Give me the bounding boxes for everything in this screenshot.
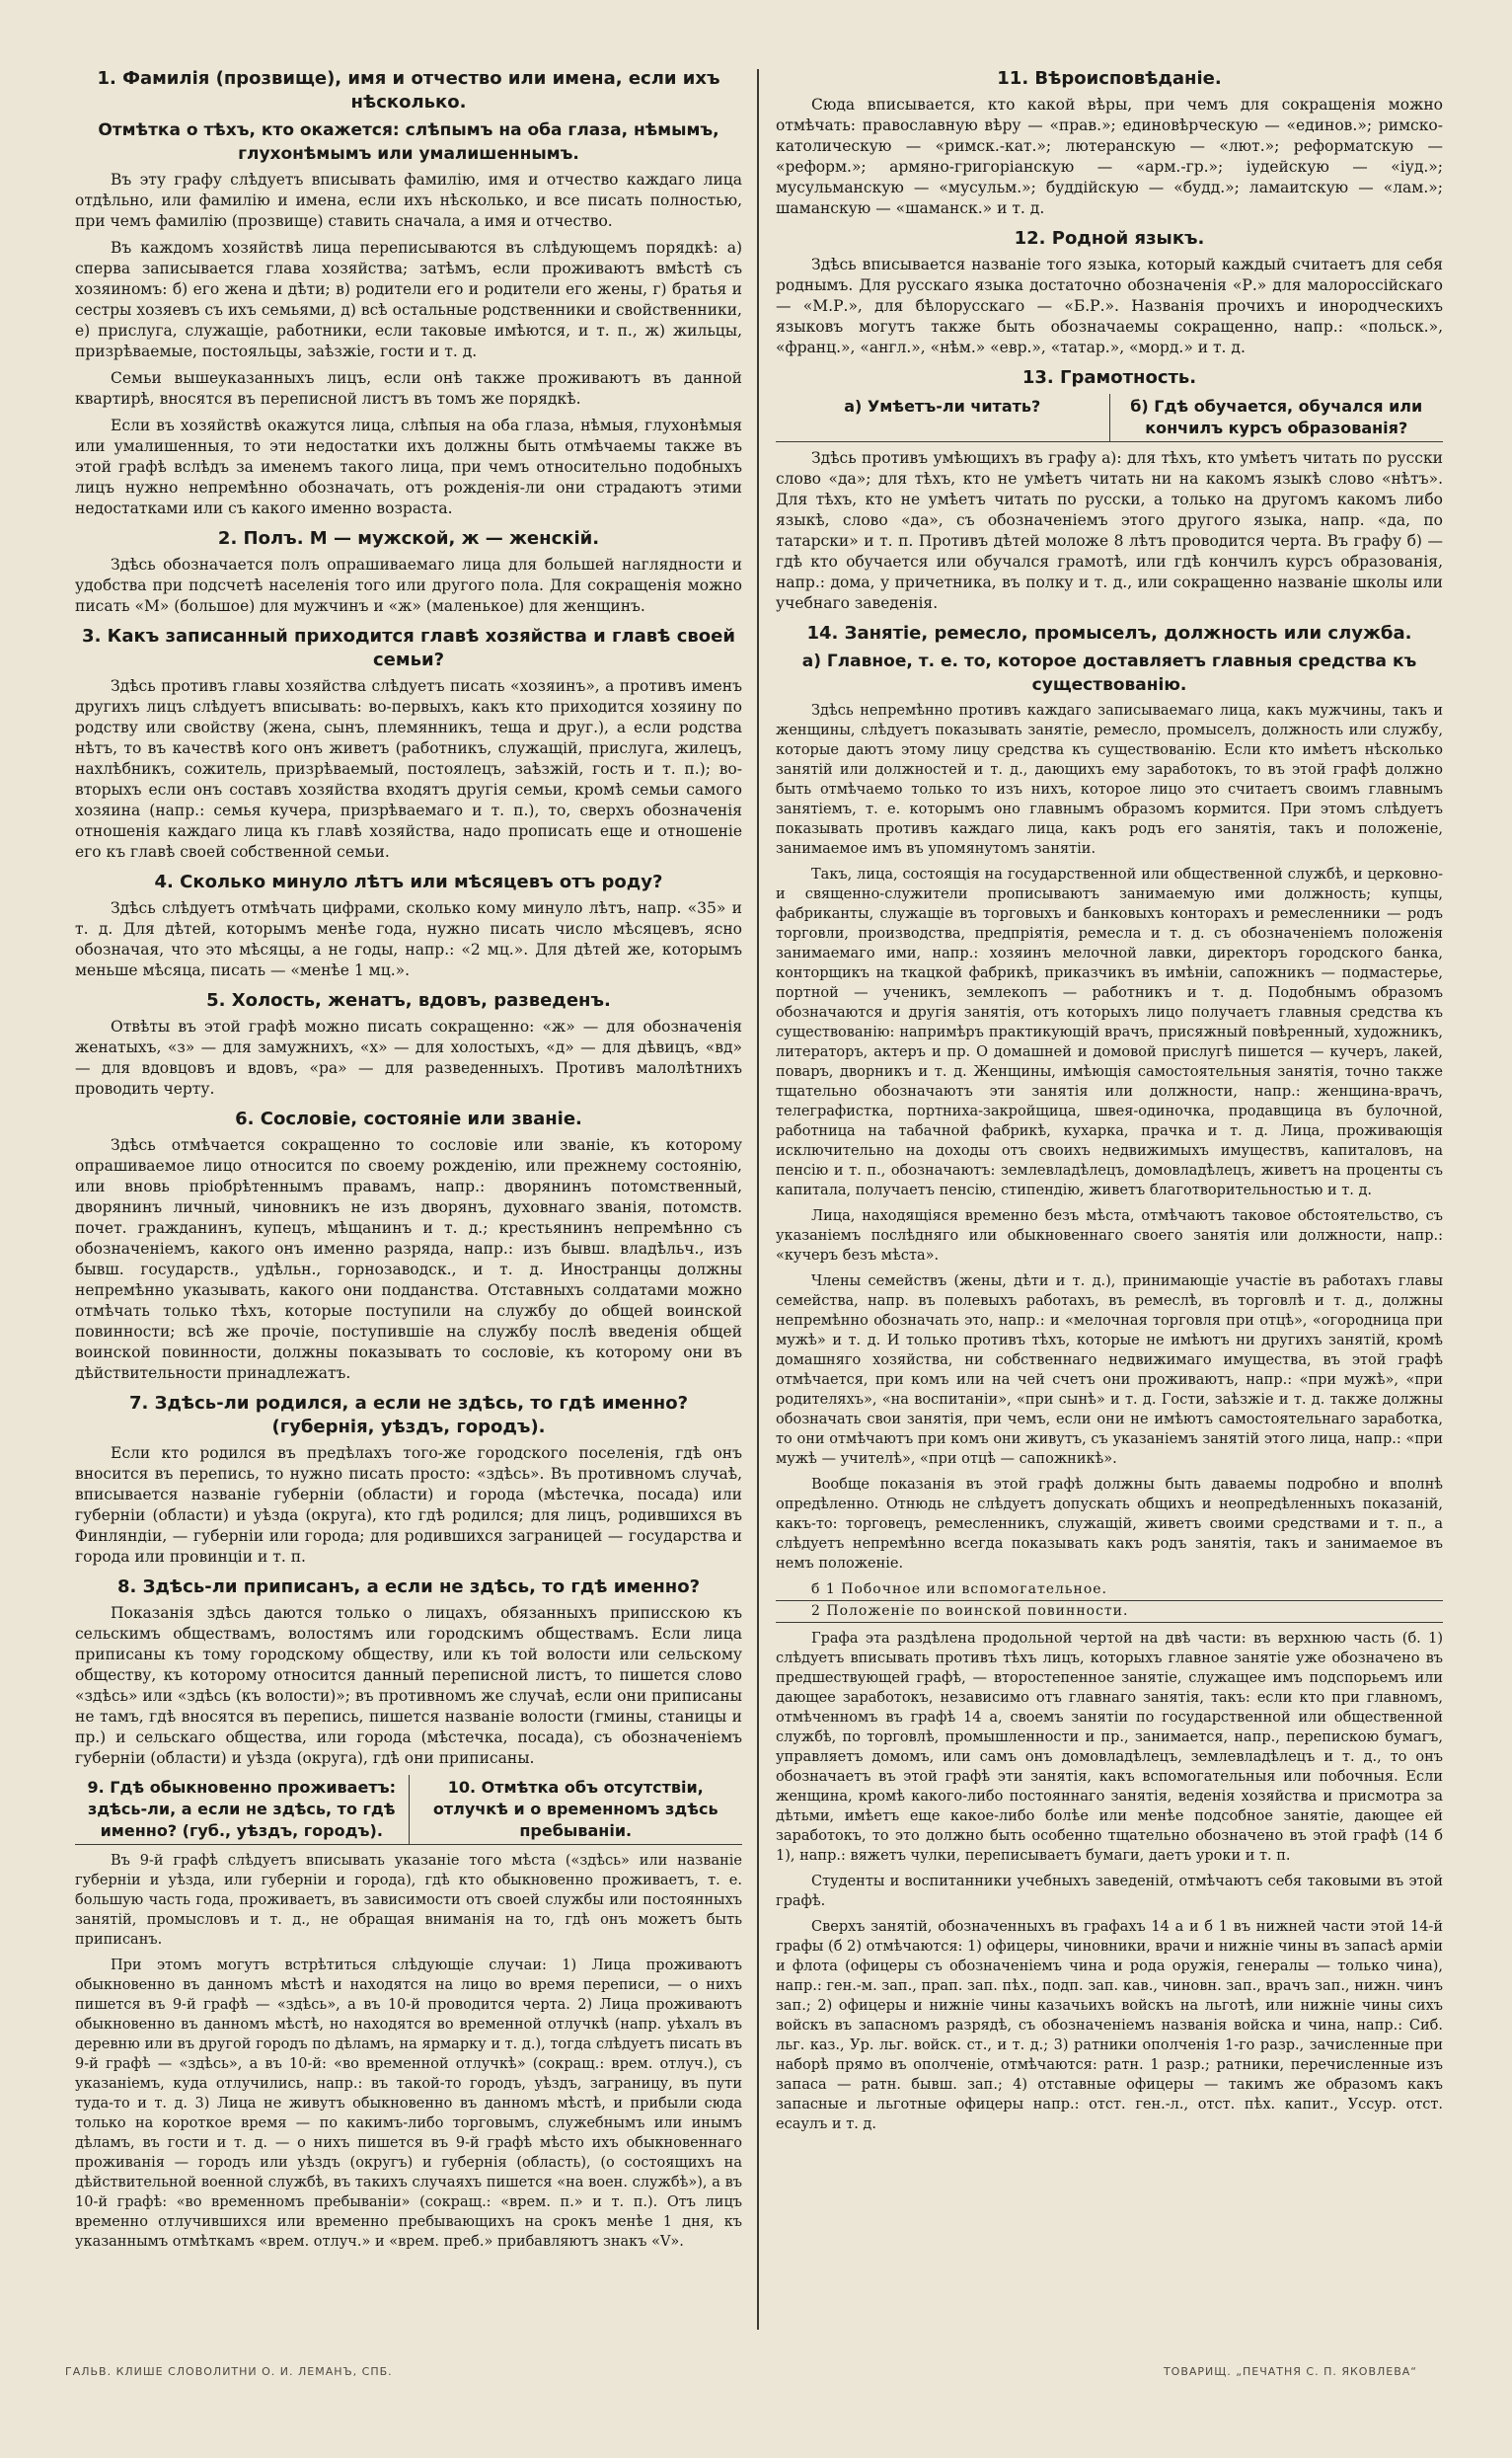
section-3-title: 3. Какъ записанный приходится главѣ хозяйства и главѣ своей семьи? xyxy=(82,626,735,670)
section-14-paragraph: Такъ, лица, состоящія на государственной или общественной службѣ, и церковно- и священно-служители прописываютъ занимаемую ими должность; купцы, фабриканты, служащіе въ торговыхъ и банковыхъ конторахъ и ремесленники — родъ торговли, производства, предпріятія, ремесла и т. д. съ обозначеніемъ положенія занимаемаго ими, напр.: хозяинъ мелочной лавки, директоръ городского банка, конторщикъ на ткацкой фабрикѣ, приказчикъ въ имѣніи, сапожникъ — подмастерье, портной — ученикъ, землекопъ — работникъ и т. д. Подобнымъ образомъ обозначаются и другія занятія, отъ которыхъ лицо получаетъ главныя средства къ существованію: напримѣръ практикующій врачъ, присяжный повѣренный, художникъ, литераторъ, актеръ и пр. О домашней и домовой прислугѣ пишется — кучеръ, лакей, поваръ, дворникъ и т. д. Женщины, имѣющія самостоятельныя занятія, точно также тщательно обозначаютъ эти занятія или должности, напр.: женщина-врачъ, телеграфистка, портниха-закройщица, швея-одиночка, продавщица въ булочной, работница на табачной фабрикѣ, кухарка, прачка и т. д. Лица, проживающія исключительно на доходы отъ своихъ недвижимыхъ имуществъ, капиталовъ, на пенсію и т. п., обозначаютъ: землевладѣлецъ, домовладѣлецъ, живетъ на проценты съ капитала, получаетъ пенсію, стипендію, живетъ благотворительностью и т. д. xyxy=(776,867,1443,1198)
section-13-header xyxy=(776,394,1443,442)
section-14-title: 14. Занятіе, ремесло, промыселъ, должность или служба. xyxy=(806,623,1412,644)
section-14-paragraph: Члены семействъ (жены, дѣти и т. д.), принимающіе участіе въ работахъ главы семейства, напр. въ полевыхъ работахъ, въ ремеслѣ, въ торговлѣ и т. д., должны непремѣнно обозначать это, напр.: и «мелочная торговля при отцѣ», «огородница при мужѣ» и т. д. И только противъ тѣхъ, которые не имѣютъ ни другихъ занятій, кромѣ домашняго хозяйства, ни собственнаго недвижимаго имущества, въ этой графѣ отмѣчается, при комъ или на чей счетъ они проживаютъ, напр.: «при мужѣ», «при родителяхъ», «на воспитаніи», «при сынѣ» и т. д. Гости, заѣзжіе и т. д. также должны обозначать свои занятія, при чемъ, если они не имѣютъ самостоятельнаго заработка, то они отмѣчаютъ при комъ они живутъ, съ указаніемъ занятій этого лица, напр.: «при мужѣ — учителѣ», «при отцѣ — сапожникѣ». xyxy=(776,1273,1443,1467)
section-1-paragraph: Въ эту графу слѣдуетъ вписывать фамилію, имя и отчество каждаго лица отдѣльно, или фамилію и имена, если ихъ нѣсколько, и все писать полностью, при чемъ фамилію (прозвище) ставить сначала, а имя и отчество. xyxy=(75,171,742,230)
section-8-paragraph: Показанія здѣсь даются только о лицахъ, обязанныхъ приписскою къ сельскимъ обществамъ, волостямъ или городскимъ обществамъ. Если лица приписаны къ тому городскому обществу, или къ той волости или сельскому обществу, къ которому относится данный переписной листъ, то пишется слово «здѣсь» или «здѣсь (къ волости)»; въ противномъ же случаѣ, если они приписаны не тамъ, гдѣ вносятся въ перепись, пишется названіе волости (гмины, станицы и пр.) и сельскаго общества, или города (мѣстечка, посада), съ обозначеніемъ губерніи (области) и уѣзда (округа), гдѣ они приписаны. xyxy=(75,1604,742,1767)
section-14-paragraph: Здѣсь непремѣнно противъ каждаго записываемаго лица, какъ мужчины, такъ и женщины, слѣдуетъ показывать занятіе, ремесло, промыселъ, должность или службу, которые даютъ этому лицу средства къ существованію. Если кто имѣетъ нѣсколько занятій или должностей и т. д., дающихъ ему заработокъ, то въ этой графѣ должно быть отмѣчаемо только то изъ нихъ, которое лицо это считаетъ своимъ главнымъ занятіемъ, т. е. которымъ оно главнымъ образомъ кормится. При этомъ слѣдуетъ показывать противъ каждаго лица, какъ родъ его занятія, такъ и положеніе, занимаемое имъ въ упомянутомъ занятіи. xyxy=(776,703,1443,857)
section-5-title: 5. Холость, женатъ, вдовъ, разведенъ. xyxy=(206,990,611,1011)
section-7-title: 7. Здѣсь-ли родился, а если не здѣсь, то гдѣ именно? (губернія, уѣздъ, городъ). xyxy=(128,1393,689,1437)
printer-imprint-left: ГАЛЬВ. КЛИШЕ СЛОВОЛИТНИ О. И. ЛЕМАНЪ, СПБ. xyxy=(65,2365,393,2378)
section-6-title: 6. Сословіе, состояніе или званіе. xyxy=(235,1109,582,1129)
printer-imprint-right: ТОВАРИЩ. „ПЕЧАТНЯ С. П. ЯКОВЛЕВА“ xyxy=(1163,2365,1417,2378)
column-divider xyxy=(757,69,759,2330)
section-14-paragraph: Графа эта раздѣлена продольной чертой на двѣ части: въ верхнюю часть (б. 1) слѣдуетъ вписывать противъ тѣхъ лицъ, которыхъ главное занятіе уже обозначено въ предшествующей графѣ, — второстепенное занятіе, служащее имъ подспорьемъ или дающее заработокъ, независимо отъ главнаго занятія, такъ: если кто при главномъ, отмѣченномъ въ графѣ 14 а, своемъ занятіи по государственной или общественной службѣ, по торговлѣ, промышленности и пр., занимается, напр., перепискою бумагъ, управляетъ домомъ, или самъ онъ домовладѣлецъ, землевладѣлецъ и т. д., то онъ обозначаетъ въ этой графѣ эти занятія, какъ вспомогательныя или побочныя. Если женщина, кромѣ какого-либо постояннаго занятія, веденія хозяйства и присмотра за дѣтьми, имѣетъ еще какое-либо болѣе или менѣе подсобное занятіе, дающее ей заработокъ, то это должно быть особенно тщательно обозначено въ этой графѣ (14 б 1), напр.: вяжетъ чулки, переписываетъ бумаги, даетъ уроки и т. п. xyxy=(776,1631,1443,1864)
section-14-paragraph: Лица, находящіяся временно безъ мѣста, отмѣчаютъ таковое обстоятельство, съ указаніемъ послѣдняго или обыкновеннаго своего занятія или должности, напр.: «кучеръ безъ мѣста». xyxy=(776,1208,1443,1264)
section-2-title: 2. Полъ. М — мужской, ж — женскій. xyxy=(217,528,600,549)
section-14-b1-label: б 1 Побочное или вспомогательное. xyxy=(776,1579,1443,1601)
section-1-paragraph: Семьи вышеуказанныхъ лицъ, если онѣ также проживаютъ въ данной квартирѣ, вносятся въ переписной листъ въ томъ же порядкѣ. xyxy=(75,369,742,408)
section-12-paragraph: Здѣсь вписывается названіе того языка, который каждый считаетъ для себя роднымъ. Для русскаго языка достаточно обозначенія «Р.» для малороссійскаго — «М.Р.», для бѣлорусскаго — «Б.Р.». Названія прочихъ и инородческихъ языковъ могутъ также быть обозначаемы сокращенно, напр.: «польск.», «франц.», «англ.», «нѣм.» «евр.», «татар.», «морд.» и т. д. xyxy=(776,256,1443,356)
section-1-paragraph: Въ каждомъ хозяйствѣ лица переписываются въ слѣдующемъ порядкѣ: а) сперва записывается глава хозяйства; затѣмъ, если проживаютъ вмѣстѣ съ хозяиномъ: б) его жена и дѣти; в) родители его и родители его жены, г) братья и сестры хозяевъ съ ихъ семьями, д) всѣ остальные родственники и свойственники, е) прислуга, служащіе, работники, если таковые имѣются, и т. п., ж) жильцы, призрѣваемые, постояльцы, заѣзжіе, гости и т. д. xyxy=(75,239,742,360)
section-4-title: 4. Сколько минуло лѣтъ или мѣсяцевъ отъ роду? xyxy=(154,872,663,892)
section-4-paragraph: Здѣсь слѣдуетъ отмѣчать цифрами, сколько кому минуло лѣтъ, напр. «35» и т. д. Для дѣтей, которымъ менѣе года, нужно писать число мѣсяцевъ, ясно обозначая, что это мѣсяцы, а не годы, напр.: «2 мц.». Для дѣтей же, которымъ меньше мѣсяца, писать — «менѣе 1 мц.». xyxy=(75,899,742,979)
section-9-paragraph: При этомъ могутъ встрѣтиться слѣдующіе случаи: 1) Лица проживаютъ обыкновенно въ данномъ мѣстѣ и находятся на лицо во время переписи, — о нихъ пишется въ 9-й графѣ — «здѣсь», а въ 10-й проводится черта. 2) Лица проживаютъ обыкновенно въ данномъ мѣстѣ, но находятся во временной отлучкѣ (напр. уѣхалъ въ деревню или въ другой городъ по дѣламъ, на ярмарку и т. д.), тогда слѣдуетъ писать въ 9-й графѣ — «здѣсь», а въ 10-й: «во временной отлучкѣ» (сокращ.: врем. отлуч.), съ указаніемъ, куда отлучились, напр.: въ такой-то городъ, уѣздъ, заграницу, въ пути туда-то и т. д. 3) Лица не живутъ обыкновенно въ данномъ мѣстѣ, и прибыли сюда только на короткое время — по какимъ-либо торговымъ, служебнымъ или инымъ дѣламъ, въ гости и т. д. — о нихъ пишется въ 9-й графѣ мѣсто ихъ обыкновеннаго проживанія — городъ или уѣздъ (округъ) и губернія (область), (о состоящихъ на дѣйствительной военной службѣ, въ такихъ случаяхъ пишется «на воен. службѣ»), а въ 10-й графѣ: «во временномъ пребываніи» (сокращ.: «врем. п.» и т. п.). Отъ лицъ временно отлучившихся или временно пребывающихъ на срокъ менѣе 1 дня, къ указаннымъ отмѣткамъ «врем. отлуч.» и «врем. преб.» прибавляютъ знакъ «V». xyxy=(75,1958,742,2250)
section-14-b2-label: 2 Положеніе по воинской повинности. xyxy=(776,1601,1443,1623)
section-1-title: 1. Фамилія (прозвище), имя и отчество или имена, если ихъ нѣсколько. xyxy=(97,68,720,113)
section-8-title: 8. Здѣсь-ли приписанъ, а если не здѣсь, то гдѣ именно? xyxy=(116,1576,701,1597)
section-9-paragraph: Въ 9-й графѣ слѣдуетъ вписывать указаніе того мѣста («здѣсь» или названіе губерніи и уѣзда, или губерніи и города), гдѣ кто обыкновенно проживаетъ, т. е. большую часть года, проживаетъ, въ зависимости отъ своей службы или постоянныхъ занятій, промысловъ и т. д., не обращая вниманія на то, гдѣ онъ можетъ быть приписанъ. xyxy=(75,1853,742,1948)
section-11-title: 11. Вѣроисповѣданіе. xyxy=(997,68,1222,89)
section-11-paragraph: Сюда вписывается, кто какой вѣры, при чемъ для сокращенія можно отмѣчать: православную вѣру — «прав.»; единовѣрческую — «единов.»; римско-католическую — «римск.-кат.»; лютеранскую — «лют.»; реформатскую — «реформ.»; армяно-григоріанскую — «арм.-гр.»; іудейскую — «іуд.»; мусульманскую — «мусульм.»; буддійскую — «будд.»; ламаитскую — «лам.»; шаманскую — «шаманск.» и т. д. xyxy=(776,96,1443,217)
section-13-b-label: б) Гдѣ обучается, обучался или кончилъ курсъ образованія? xyxy=(1109,394,1444,441)
section-9-10-header xyxy=(75,1775,742,1845)
right-column xyxy=(776,59,1443,2340)
left-column xyxy=(75,59,742,2340)
section-14-b-header xyxy=(776,1579,1443,1623)
section-14-paragraph: Вообще показанія въ этой графѣ должны быть даваемы подробно и вполнѣ опредѣленно. Отнюдь не слѣдуетъ допускать общихъ и неопредѣленныхъ показаній, какъ-то: торговецъ, ремесленникъ, служащій, живетъ своими средствами и т. п., а слѣдуетъ непремѣнно всегда показывать какъ родъ занятія, такъ и занимаемое въ немъ положеніе. xyxy=(776,1477,1443,1572)
section-14-paragraph: Сверхъ занятій, обозначенныхъ въ графахъ 14 а и б 1 въ нижней части этой 14-й графы (б 2) отмѣчаются: 1) офицеры, чиновники, врачи и нижніе чины въ запасѣ арміи и флота (офицеры съ обозначеніемъ чина и рода оружія, генералы — только чина), напр.: ген.-м. зап., прап. зап. пѣх., подп. зап. кав., чиновн. зап., врачъ зап., нижн. чинъ зап.; 2) офицеры и нижніе чины казачьихъ войскъ на льготѣ, или нижніе чины сихъ войскъ въ запасномъ разрядѣ, съ обозначеніемъ названія войска и чина, напр.: Сиб. льг. каз., Ур. льг. войск. ст., и т. д.; 3) ратники ополченія 1-го разр., зачисленные при наборѣ прямо въ ополченіе, отмѣчаются: ратн. 1 разр.; ратники, перечисленные изъ запаса — ратн. бывш. зап.; 4) отставные офицеры — такимъ же образомъ какъ запасные и льготные офицеры напр.: отст. ген.-л., отст. пѣх. капит., Уссур. отст. есаулъ и т. д. xyxy=(776,1919,1443,2132)
section-10-title: 10. Отмѣтка объ отсутствіи, отлучкѣ и о временномъ здѣсь пребываніи. xyxy=(409,1775,743,1844)
section-1-subtitle: Отмѣтка о тѣхъ, кто окажется: слѣпымъ на оба глаза, нѣмымъ, глухонѣмымъ или умалишеннымъ. xyxy=(98,120,719,164)
section-14-subtitle: а) Главное, т. е. то, которое доставляетъ главныя средства къ существованію. xyxy=(801,652,1417,695)
section-3-paragraph: Здѣсь противъ главы хозяйства слѣдуетъ писать «хозяинъ», а противъ именъ другихъ лицъ слѣдуетъ вписывать: во-первыхъ, какъ кто приходится хозяину по родству или свойству (жена, сынъ, племянникъ, теща и друг.), а если родства нѣтъ, то въ качествѣ кого онъ живетъ (работникъ, служащій, прислуга, жилецъ, нахлѣбникъ, сожитель, призрѣваемый, постоялецъ, заѣзжій, гость и т. п.); во-вторыхъ если онъ составъ хозяйства входятъ другія семьи, кромѣ семьи самого хозяина (напр.: семья кучера, призрѣваемаго и т. п.), то, сверхъ обозначенія отношенія каждаго лица къ главѣ хозяйства, надо прописать еще и отношеніе его къ главѣ своей собственной семьи. xyxy=(75,677,742,861)
section-2-paragraph: Здѣсь обозначается полъ опрашиваемаго лица для большей наглядности и удобства при подсчетѣ населенія того или другого пола. Для сокращенія можно писать «М» (большое) для мужчинъ и «ж» (маленькое) для женщинъ. xyxy=(75,556,742,615)
section-13-title: 13. Грамотность. xyxy=(1021,367,1197,388)
section-13-paragraph: Здѣсь противъ умѣющихъ въ графу а): для тѣхъ, кто умѣетъ читать по русски слово «да»; для тѣхъ, кто не умѣетъ читать ни на какомъ языкѣ слово «нѣтъ». Для тѣхъ, кто не умѣетъ читать по русски, а только на другомъ какомъ либо языкѣ, слово «да», съ обозначеніемъ этого другого языка, напр. «да, по татарски» и т. п. Противъ дѣтей моложе 8 лѣтъ проводится черта. Въ графу б) — гдѣ кто обучается или обучался грамотѣ, или гдѣ кончилъ курсъ образованія, напр.: дома, у причетника, въ полку и т. д., или сокращенно названіе школы или учебнаго заведенія. xyxy=(776,449,1443,612)
section-7-paragraph: Если кто родился въ предѣлахъ того-же городского поселенія, гдѣ онъ вносится въ перепись, то нужно писать просто: «здѣсь». Въ противномъ случаѣ, вписывается названіе губерніи (области) и города (мѣстечка, посада) или губерніи (области) и уѣзда (округа), кто гдѣ родился; для лицъ, родившихся въ Финляндіи, — губерніи или города; для родившихся заграницей — государства и города или провинціи и т. п. xyxy=(75,1444,742,1566)
section-1-paragraph: Если въ хозяйствѣ окажутся лица, слѣпыя на оба глаза, нѣмыя, глухонѣмыя или умалишенныя, то эти недостатки ихъ должны быть отмѣчаемы также въ этой графѣ вслѣдъ за именемъ такого лица, при чемъ относительно подобныхъ лицъ нужно непремѣнно обозначать, отъ рожденія-ли они страдаютъ этими недостатками или съ какого именно возраста. xyxy=(75,417,742,517)
section-6-paragraph: Здѣсь отмѣчается сокращенно то сословіе или званіе, къ которому опрашиваемое лицо относится по своему рожденію, или прежнему состоянію, или вновь пріобрѣтеннымъ правамъ, напр.: дворянинъ потомственный, дворянинъ личный, чиновникъ не изъ дворянъ, духовнаго званія, потомств. почет. гражданинъ, купецъ, мѣщанинъ и т. д.; крестьянинъ непремѣнно съ обозначеніемъ, какого онъ именно разряда, напр.: изъ бывш. владѣльч., изъ бывш. государств., удѣльн., горнозаводск., и т. д. Иностранцы должны непремѣнно указывать, какого они подданства. Отставныхъ солдатами можно отмѣчать только тѣхъ, которые поступили на службу до общей воинской повинности; всѣ же прочіе, поступившіе на службу послѣ введенія общей воинской повинности, должны показывать то сословіе, къ которому они въ дѣйствительности принадлежатъ. xyxy=(75,1136,742,1382)
section-5-paragraph: Отвѣты въ этой графѣ можно писать сокращенно: «ж» — для обозначенія женатыхъ, «з» — для замужнихъ, «х» — для холостыхъ, «д» — для дѣвицъ, «вд» — для вдовцовъ и вдовъ, «ра» — для разведенныхъ. Противъ малолѣтнихъ проводить черту. xyxy=(75,1018,742,1098)
section-9-title: 9. Гдѣ обыкновенно проживаетъ: здѣсь-ли, а если не здѣсь, то гдѣ именно? (губ., уѣздъ, городъ). xyxy=(87,1778,397,1840)
section-14-paragraph: Студенты и воспитанники учебныхъ заведеній, отмѣчаютъ себя таковыми въ этой графѣ. xyxy=(776,1874,1443,1909)
section-13-a-label: а) Умѣетъ-ли читать? xyxy=(844,397,1041,416)
section-12-title: 12. Родной языкъ. xyxy=(1014,228,1205,249)
